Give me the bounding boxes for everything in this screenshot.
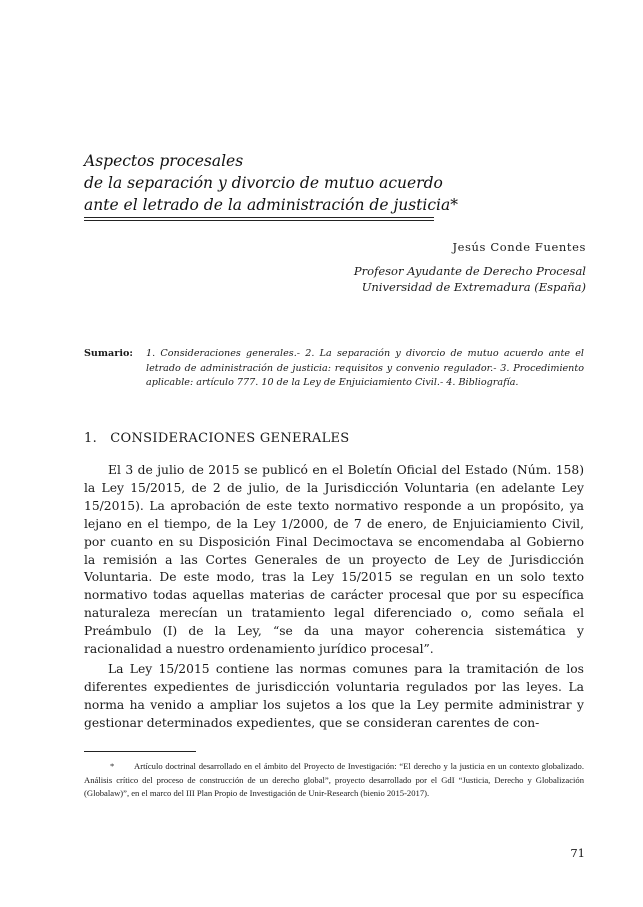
author-name: Jesús Conde Fuentes [452,240,586,254]
summary-text: 1. Consideraciones generales.- 2. La separación y divorcio de mutuo acuerdo ante el letrado de administración de justicia: requisitos y convenio regulador.- 3. Procedimiento aplicable: artículo 777. 10 de la Ley de Enjuiciamiento Civil.- 4. Bibliografía. [146,348,584,388]
summary-label: Sumario: [84,348,133,359]
title-line-2: de la separación y divorcio de mutuo acuerdo [84,174,443,192]
author-institution: Universidad de Extremadura (España) [361,280,586,294]
footnote [84,760,584,801]
footnote-marker: * [110,761,115,771]
footnote-separator [84,751,196,752]
author-affiliation [354,263,586,295]
paragraph-text: La Ley 15/2015 contiene las normas comunes para la tramitación de los diferentes expedientes de jurisdicción voluntaria regulados por las leyes. La norma ha venido a ampliar los sujetos a los que la Ley permite administrar y gestionar determinados expedientes, que se consideran carentes de con- [84,662,584,730]
footnote-text: Artículo doctrinal desarrollado en el ámbito del Proyecto de Investigación: “El derecho y la justicia en un contexto globalizado. Análisis crítico del proceso de construcción de un derecho global”, proyecto desarrollado por el GdI “Justicia, Derecho y Globalización (Globalaw)”, en el marco del III Plan Propio de Investigación de Unir-Research (bienio 2015-2017). [84,761,584,798]
article-title [84,150,504,216]
body-paragraph [84,462,584,659]
section-heading: 1. CONSIDERACIONES GENERALES [84,431,350,446]
title-line-1: Aspectos procesales [84,152,244,170]
body-paragraph [84,661,584,733]
page-number: 71 [570,846,585,860]
author-position: Profesor Ayudante de Derecho Procesal [353,264,586,278]
paragraph-text: El 3 de julio de 2015 se publicó en el Boletín Oficial del Estado (Núm. 158) la Ley 15/2015, de 2 de julio, de la Jurisdicción Voluntaria (en adelante Ley 15/2015). La aprobación de este texto normativo responde a un propósito, ya lejano en el tiempo, de la Ley 1/2000, de 7 de enero, de Enjuiciamiento Civil, por cuanto en su Disposición Final Decimoctava se encomendaba al Gobierno la remisión a las Cortes Generales de un proyecto de Ley de Jurisdicción Voluntaria. De este modo, tras la Ley 15/2015 se regulan en un solo texto normativo todas aquellas materias de carácter procesal que por su específica naturaleza merecían un tratamiento legal diferenciado o, como señala el Preámbulo (I) de la Ley, “se da una mayor coherencia sistemática y racionalidad a nuestro ordenamiento jurídico procesal”. [84,463,584,657]
title-line-3: ante el letrado de la administración de justicia* [84,196,458,214]
title-underline [84,217,434,221]
